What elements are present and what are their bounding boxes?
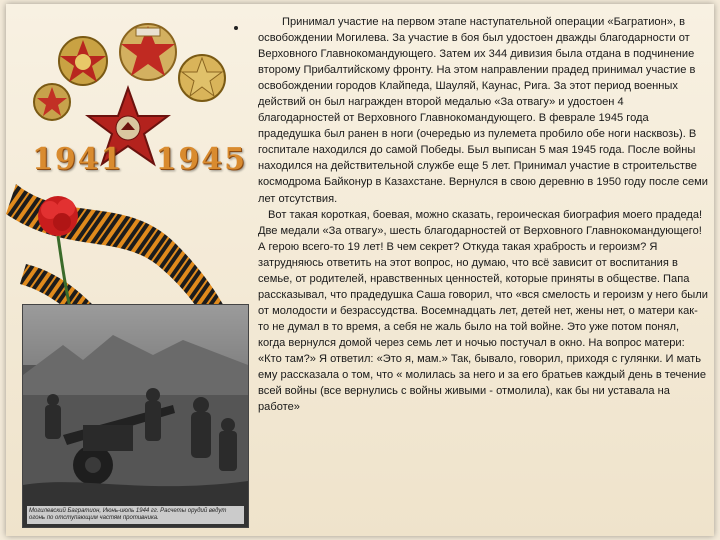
year-end: 1945 xyxy=(155,142,247,177)
war-years xyxy=(32,142,247,182)
medal-order-of-glory xyxy=(59,37,107,85)
decorative-column xyxy=(6,4,246,536)
artillery-scene-image xyxy=(23,305,248,527)
year-start: 1941 xyxy=(32,142,124,177)
war-photo xyxy=(22,304,249,528)
paragraph-1: Принимал участие на первом этапе наступательной операции «Багратион», в освобождении Могилева. За участие в боя был удостоен дважды благодарности от Верховного Главнокомандующего. Затем их 344 дивизия была отдана в подчинение второму Прибалтийскому фронту. На этом направлении прадед принимал участие в освобождении городов Клайпеда, Шауляй, Каунас, Рига. За этот период военных действий он был награжден второй медалью «За отвагу» и удостоен 4 благодарностей от Верховного Главнокомандующего. В феврале 1945 года прадедушка был ранен в ноги (очередью из пулемета пробило обе ноги насквозь). В госпитале находился до самой Победы. Был выписан 5 мая 1945 года. После войны находился на действительной службе еще 5 лет. Принимал участие в строительстве космодрома Байконур в Казахстане. Вернулся в свою деревню в 1950 году после семи лет отсутствия. xyxy=(258,16,708,205)
medal-red-banner xyxy=(120,24,176,80)
photo-caption: Могилевский Багратион, Июнь-июль 1944 гг. Расчеты орудий ведут огонь по отступающим частям противника. xyxy=(27,506,244,524)
medal-small-left xyxy=(34,84,70,120)
slide-frame xyxy=(6,4,714,536)
article-text xyxy=(258,14,708,415)
paragraph-2: Вот такая короткая, боевая, можно сказать, героическая биография моего прадеда! Две медали «За отвагу», шесть благодарностей от Верховного Главнокомандующего! А герою всего-то 19 лет! В чем секрет? Откуда такая храбрость и героизм? Я затрудняюсь ответить на этот вопрос, но думаю, что всё зависит от воспитания в семье, от родителей, нравственных ценностей, которые приняты в обществе. Папа рассказывал, что прадедушка Саша говорил, что «вся смелость и героизм у него были от молодости и безрассудства. Восемнадцать лет, детей нет, жены нет, о матери как-то не думал в то время, а себя не жаль было на той войне. Это уже потом понял, когда вернулся домой через семь лет и ночью постучал в окно. На вопрос матери: «Кто там?» Я ответил: «Это я, мам.» Так, бывало, говорил, приходя с гулянки. И мать ему рассказала о том, что « молилась за него и за его братьев каждый день в течение всей войны (все вернулись с войны живыми - отмолила), как бы ни уставала на работе» xyxy=(258,208,708,414)
bullet-marker xyxy=(234,26,238,30)
medal-gold-star xyxy=(179,55,225,101)
